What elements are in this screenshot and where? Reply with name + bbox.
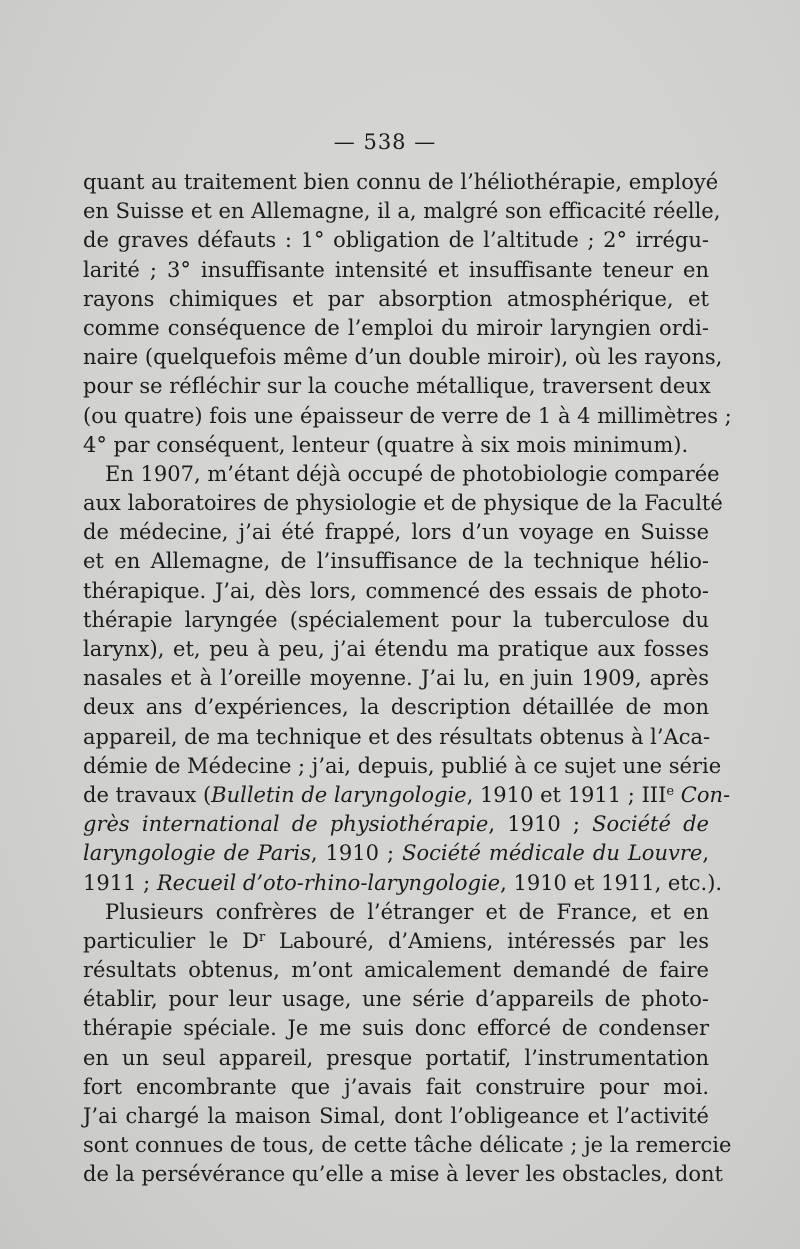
text-line (83, 839, 709, 868)
text-line: rayons chimiques et par absorption atmosphérique, et (83, 286, 709, 311)
text-segment (674, 783, 681, 807)
text-line: de médecine, j’ai été frappé, lors d’un voyage en Suisse (83, 520, 709, 545)
body-text (83, 168, 732, 1190)
italic-text: grès international de physiothérapie (83, 812, 489, 837)
text-line: quant au traitement bien connu de l’héliothérapie, employé (83, 170, 719, 194)
text-line: fort encombrante que j’avais fait construire pour moi. (83, 1074, 709, 1099)
superscript: r (258, 929, 266, 945)
text-segment: , 1910 ; (310, 841, 403, 866)
text-segment: , 1910 et 1911, etc.). (500, 870, 723, 895)
text-line: nasales et à l’oreille moyenne. J’ai lu, en juin 1909, après (83, 666, 709, 691)
text-line: larynx), et, peu à peu, j’ai étendu ma pratique aux fosses (83, 637, 709, 661)
text-line (83, 927, 709, 956)
text-line: (ou quatre) fois une épaisseur de verre de 1 à 4 millimètres ; (83, 403, 732, 428)
italic-text: Bulletin de laryngologie (211, 782, 467, 807)
text-line: Plusieurs confrères de l’étranger et de France, et en (105, 899, 709, 924)
text-line: thérapie laryngée (spécialement pour la tuberculose du (83, 607, 709, 632)
text-line: pour se réfléchir sur la couche métallique, traversent deux (83, 374, 711, 399)
text-line (83, 869, 723, 898)
text-line: démie de Médecine ; j’ai, depuis, publié à ce sujet une série (83, 753, 722, 778)
text-line: appareil, de ma technique et des résultats obtenus à l’Aca- (83, 724, 711, 749)
text-line: larité ; 3° insuffisante intensité et insuffisante teneur en (83, 257, 709, 282)
text-line: naire (quelquefois même d’un double miroir), où les rayons, (83, 345, 723, 370)
text-line: comme conséquence de l’emploi du miroir laryngien ordi- (83, 315, 709, 340)
text-line: thérapie spéciale. Je me suis donc efforcé de condenser (83, 1016, 709, 1041)
text-segment: , 1910 et 1911 ; III (466, 782, 667, 807)
italic-text: Société de (592, 812, 709, 837)
text-segment: particulier le D (83, 928, 259, 953)
italic-text: laryngologie de Paris (83, 841, 311, 866)
text-line (83, 810, 709, 839)
text-segment: de travaux ( (83, 782, 212, 807)
text-line: résultats obtenus, m’ont amicalement demandé de faire (83, 958, 709, 983)
page-number: — 538 — (333, 130, 437, 154)
text-line: établir, pour leur usage, une série d’appareils de photo- (83, 987, 709, 1012)
italic-text: Con- (680, 782, 731, 807)
text-line: en un seul appareil, presque portatif, l’instrumentation (83, 1045, 709, 1070)
text-segment: Labouré, d’Amiens, intéressés par les (265, 928, 709, 953)
text-segment: , (702, 841, 709, 866)
text-line (83, 781, 731, 810)
text-line: aux laboratoires de physiologie et de physique de la Faculté (83, 491, 723, 516)
text-line: thérapique. J’ai, dès lors, commencé des essais de photo- (83, 578, 709, 603)
text-segment: 1911 ; (83, 870, 157, 895)
text-line: de graves défauts : 1° obligation de l’altitude ; 2° irrégu- (83, 228, 709, 253)
text-line: 4° par conséquent, lenteur (quatre à six mois minimum). (83, 432, 689, 457)
text-line: et en Allemagne, de l’insuffisance de la technique hélio- (83, 549, 709, 574)
text-line: J’ai chargé la maison Simal, dont l’obligeance et l’activité (83, 1104, 709, 1128)
italic-text: Recueil d’oto-rhino-laryngologie (156, 870, 501, 895)
text-line: deux ans d’expériences, la description détaillée de mon (83, 695, 709, 720)
superscript: e (666, 783, 675, 799)
italic-text: Société médicale du Louvre (402, 841, 703, 866)
text-line: En 1907, m’étant déjà occupé de photobiologie comparée (105, 461, 720, 486)
text-line: sont connues de tous, de cette tâche délicate ; je la remercie (83, 1133, 732, 1158)
text-line: en Suisse et en Allemagne, il a, malgré son efficacité réelle, (83, 199, 721, 224)
text-segment: , 1910 ; (488, 812, 593, 837)
text-line: de la persévérance qu’elle a mise à lever les obstacles, dont (83, 1162, 723, 1187)
